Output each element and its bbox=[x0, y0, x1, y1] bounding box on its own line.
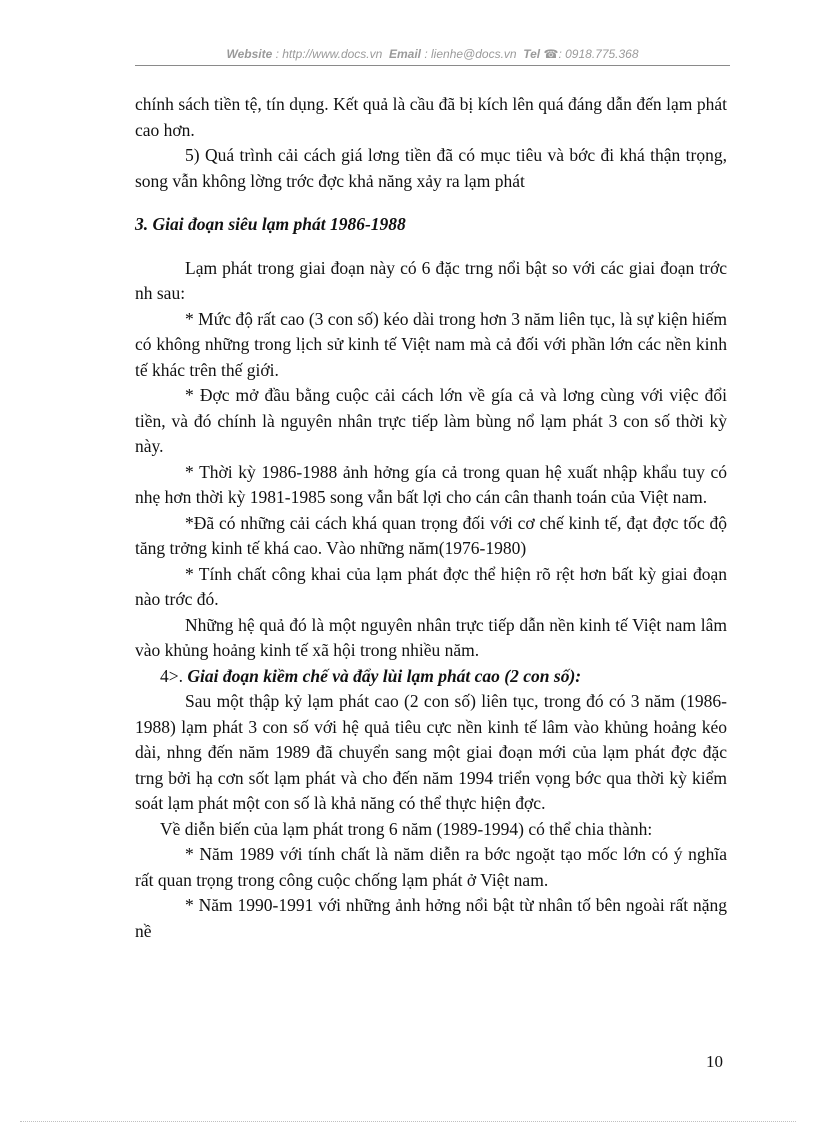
paragraph: 5) Quá trình cải cách giá lơng tiền đã có mục tiêu và bớc đi khá thận trọng, song vẫn không lờng trớc đợc khả năng xảy ra lạm phát bbox=[135, 145, 727, 191]
page-header bbox=[135, 47, 730, 61]
paragraph: chính sách tiền tệ, tín dụng. Kết quả là cầu đã bị kích lên quá đáng dẫn đến lạm phát cao hơn. bbox=[135, 94, 727, 140]
paragraph: * Tính chất công khai của lạm phát đợc thể hiện rõ rệt hơn bất kỳ giai đoạn nào trớc đó. bbox=[135, 563, 727, 609]
section-heading: 3. Giai đoạn siêu lạm phát 1986-1988 bbox=[135, 214, 406, 234]
phone-icon: ☎ bbox=[543, 47, 559, 61]
paragraph: * Mức độ rất cao (3 con số) kéo dài trong hơn 3 năm liên tục, là sự kiện hiếm có không những trong lịch sử kinh tế Việt nam mà cả đối với phần lớn các nền kinh tế khác trên thế giới. bbox=[135, 308, 727, 380]
paragraph: Về diễn biến của lạm phát trong 6 năm (1989-1994) có thể chia thành: bbox=[160, 818, 653, 839]
email-label: Email bbox=[388, 47, 421, 61]
header-divider bbox=[135, 65, 730, 66]
page-number: 10 bbox=[706, 1052, 723, 1071]
paragraph: * Năm 1990-1991 với những ảnh hởng nổi bật từ nhân tố bên ngoài rất nặng nề bbox=[135, 895, 727, 941]
paragraph: * Năm 1989 với tính chất là năm diễn ra bớc ngoặt tạo mốc lớn có ý nghĩa rất quan trọng trong công cuộc chống lạm phát ở Việt nam. bbox=[135, 844, 727, 890]
website-label: Website bbox=[226, 47, 273, 61]
subsection-title: Giai đoạn kiềm chế và đẩy lùi lạm phát cao (2 con số): bbox=[187, 665, 582, 686]
paragraph: Những hệ quả đó là một nguyên nhân trực tiếp dẫn nền kinh tế Việt nam lâm vào khủng hoảng kinh tế xã hội trong nhiều năm. bbox=[135, 614, 727, 660]
footer-divider bbox=[20, 1121, 796, 1122]
paragraph: *Đã có những cải cách khá quan trọng đối với cơ chế kinh tế, đạt đợc tốc độ tăng trởng kinh tế khá cao. Vào những năm(1976-1980) bbox=[135, 512, 727, 558]
email-value: : lienhe@docs.vn bbox=[424, 47, 517, 61]
document-body bbox=[135, 92, 727, 944]
tel-label: Tel bbox=[523, 47, 541, 61]
subsection-heading bbox=[135, 664, 727, 690]
paragraph: * Đợc mở đầu bằng cuộc cải cách lớn về gía cả và lơng cùng với việc đổi tiền, và đó chính là nguyên nhân trực tiếp làm bùng nổ lạm phát 3 con số thời kỳ này. bbox=[135, 385, 727, 456]
paragraph: * Thời kỳ 1986-1988 ảnh hởng gía cả trong quan hệ xuất nhập khẩu tuy có nhẹ hơn thời kỳ 1981-1985 song vẫn bất lợi cho cán cân thanh toán của Việt nam. bbox=[135, 461, 727, 507]
paragraph: Lạm phát trong giai đoạn này có 6 đặc trng nổi bật so với các giai đoạn trớc nh sau: bbox=[135, 257, 727, 303]
paragraph: Sau một thập kỷ lạm phát cao (2 con số) liên tục, trong đó có 3 năm (1986-1988) lạm phát 3 con số với hệ quả tiêu cực nền kinh tế lâm vào khủng hoảng kéo dài, nhng đến năm 1989 đã chuyển sang một giai đoạn mới của lạm phát đợc đặc trng bởi hạ cơn sốt lạm phát và cho đến năm 1994 triển vọng bớc qua thời kỳ kiểm soát lạm phát một con số là khả năng có thể thực hiện đợc. bbox=[135, 691, 727, 813]
website-value: : http://www.docs.vn bbox=[275, 47, 383, 61]
tel-value: : 0918.775.368 bbox=[558, 47, 639, 61]
subsection-number: 4>. bbox=[160, 665, 183, 686]
